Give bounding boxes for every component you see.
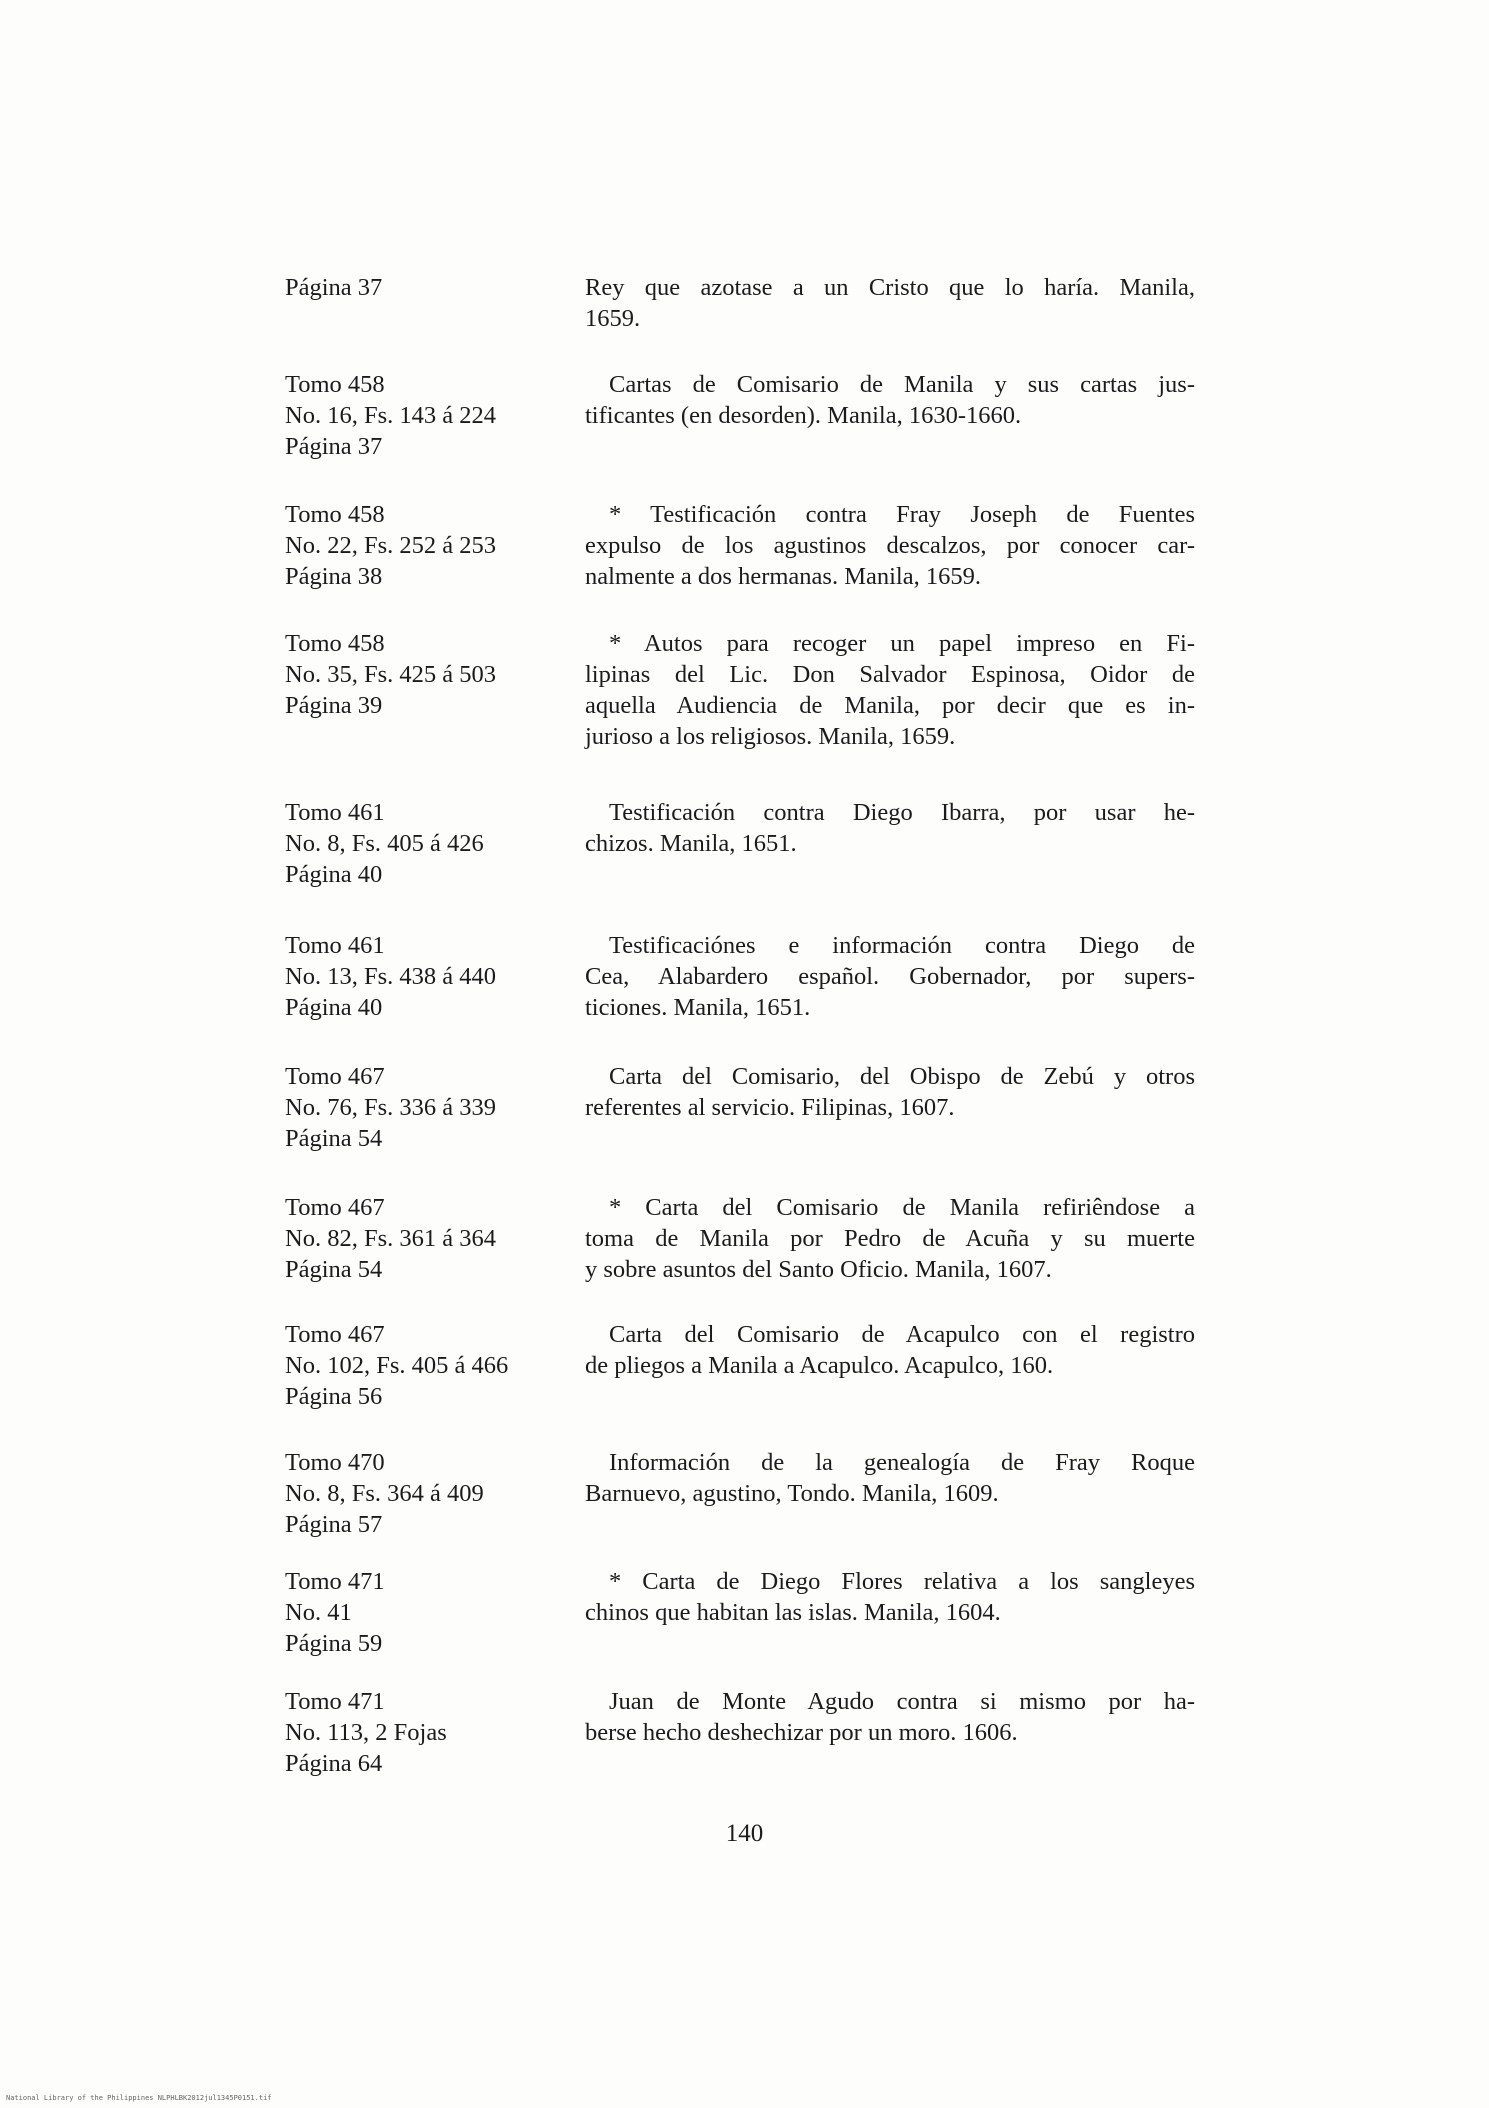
reference-line: Tomo 467 <box>285 1321 385 1348</box>
entry-description <box>585 369 1195 431</box>
description-line: tificantes (en desorden). Manila, 1630-1660. <box>585 402 1022 429</box>
entry-reference <box>285 499 565 592</box>
reference-line: Página 37 <box>285 433 383 460</box>
entry-description <box>585 1192 1195 1285</box>
entry-reference <box>285 930 565 1023</box>
reference-line: Página 57 <box>285 1511 383 1538</box>
entry-description <box>585 1447 1195 1509</box>
entry-description <box>585 272 1195 334</box>
entry-reference <box>285 1447 565 1540</box>
description-line: referentes al servicio. Filipinas, 1607. <box>585 1094 955 1121</box>
description-line: 1659. <box>585 305 641 332</box>
description-line: nalmente a dos hermanas. Manila, 1659. <box>585 563 981 590</box>
description-line: expulso de los agustinos descalzos, por conocer car- <box>585 532 1195 559</box>
scan-footer: National Library of the Philippines NLPHLBK2012jul1345P0151.tif <box>6 2094 272 2102</box>
entry-reference <box>285 272 565 303</box>
reference-line: No. 22, Fs. 252 á 253 <box>285 532 496 559</box>
reference-line: Tomo 467 <box>285 1063 385 1090</box>
description-line: de pliegos a Manila a Acapulco. Acapulco, 160. <box>585 1352 1054 1379</box>
reference-line: No. 8, Fs. 364 á 409 <box>285 1480 484 1507</box>
reference-line: Página 39 <box>285 692 383 719</box>
reference-line: No. 41 <box>285 1599 352 1626</box>
entry-description <box>585 1319 1195 1381</box>
page-number: 140 <box>725 1820 764 1847</box>
description-line: Carta del Comisario, del Obispo de Zebú y otros <box>609 1063 1195 1090</box>
reference-line: Página 56 <box>285 1383 383 1410</box>
description-line: chizos. Manila, 1651. <box>585 830 797 857</box>
description-line: aquella Audiencia de Manila, por decir que es in- <box>585 692 1195 719</box>
description-line: Carta del Comisario de Acapulco con el registro <box>609 1321 1195 1348</box>
entry-reference <box>285 797 565 890</box>
entry-description <box>585 1566 1195 1628</box>
reference-line: No. 35, Fs. 425 á 503 <box>285 661 496 688</box>
entry-reference <box>285 1061 565 1154</box>
entry-reference <box>285 1566 565 1659</box>
reference-line: Tomo 461 <box>285 932 385 959</box>
entry-description <box>585 628 1195 752</box>
reference-line: Página 40 <box>285 994 383 1021</box>
reference-line: Página 54 <box>285 1256 383 1283</box>
description-line: Barnuevo, agustino, Tondo. Manila, 1609. <box>585 1480 999 1507</box>
entry-reference <box>285 1192 565 1285</box>
reference-line: No. 16, Fs. 143 á 224 <box>285 402 496 429</box>
description-line: chinos que habitan las islas. Manila, 1604. <box>585 1599 1001 1626</box>
entry-reference <box>285 628 565 721</box>
description-line: Testificación contra Diego Ibarra, por usar he- <box>609 799 1195 826</box>
reference-line: No. 102, Fs. 405 á 466 <box>285 1352 509 1379</box>
description-line: Testificaciónes e información contra Diego de <box>609 932 1195 959</box>
reference-line: No. 82, Fs. 361 á 364 <box>285 1225 496 1252</box>
description-line: Juan de Monte Agudo contra si mismo por ha- <box>609 1688 1195 1715</box>
entry-description <box>585 797 1195 859</box>
entry-description <box>585 930 1195 1023</box>
reference-line: Página 37 <box>285 274 383 301</box>
reference-line: Tomo 458 <box>285 630 385 657</box>
description-line: Cea, Alabardero español. Gobernador, por supers- <box>585 963 1195 990</box>
description-line: ticiones. Manila, 1651. <box>585 994 811 1021</box>
description-line: toma de Manila por Pedro de Acuña y su muerte <box>585 1225 1195 1252</box>
description-line: Cartas de Comisario de Manila y sus cartas jus- <box>609 371 1195 398</box>
reference-line: Tomo 458 <box>285 371 385 398</box>
description-line: jurioso a los religiosos. Manila, 1659. <box>585 723 956 750</box>
description-line: berse hecho deshechizar por un moro. 1606. <box>585 1719 1018 1746</box>
description-line: * Autos para recoger un papel impreso en Fi- <box>609 630 1195 657</box>
reference-line: Página 64 <box>285 1750 383 1777</box>
reference-line: Tomo 471 <box>285 1568 385 1595</box>
entry-description <box>585 499 1195 592</box>
reference-line: Página 59 <box>285 1630 383 1657</box>
reference-line: Tomo 467 <box>285 1194 385 1221</box>
reference-line: No. 76, Fs. 336 á 339 <box>285 1094 496 1121</box>
description-line: y sobre asuntos del Santo Oficio. Manila, 1607. <box>585 1256 1052 1283</box>
description-line: Rey que azotase a un Cristo que lo haría. Manila, <box>585 274 1195 301</box>
entry-reference <box>285 369 565 462</box>
reference-line: Página 40 <box>285 861 383 888</box>
reference-line: Tomo 470 <box>285 1449 385 1476</box>
description-line: lipinas del Lic. Don Salvador Espinosa, Oidor de <box>585 661 1195 688</box>
description-line: * Testificación contra Fray Joseph de Fuentes <box>609 501 1195 528</box>
reference-line: No. 13, Fs. 438 á 440 <box>285 963 496 990</box>
reference-line: Tomo 471 <box>285 1688 385 1715</box>
entry-reference <box>285 1686 565 1779</box>
reference-line: Página 38 <box>285 563 383 590</box>
reference-line: No. 8, Fs. 405 á 426 <box>285 830 484 857</box>
description-line: * Carta del Comisario de Manila refiriêndose a <box>609 1194 1195 1221</box>
description-line: Información de la genealogía de Fray Roque <box>609 1449 1195 1476</box>
reference-line: Página 54 <box>285 1125 383 1152</box>
reference-line: No. 113, 2 Fojas <box>285 1719 447 1746</box>
entry-description <box>585 1686 1195 1748</box>
entry-reference <box>285 1319 565 1412</box>
entry-description <box>585 1061 1195 1123</box>
reference-line: Tomo 458 <box>285 501 385 528</box>
description-line: * Carta de Diego Flores relativa a los sangleyes <box>609 1568 1195 1595</box>
reference-line: Tomo 461 <box>285 799 385 826</box>
